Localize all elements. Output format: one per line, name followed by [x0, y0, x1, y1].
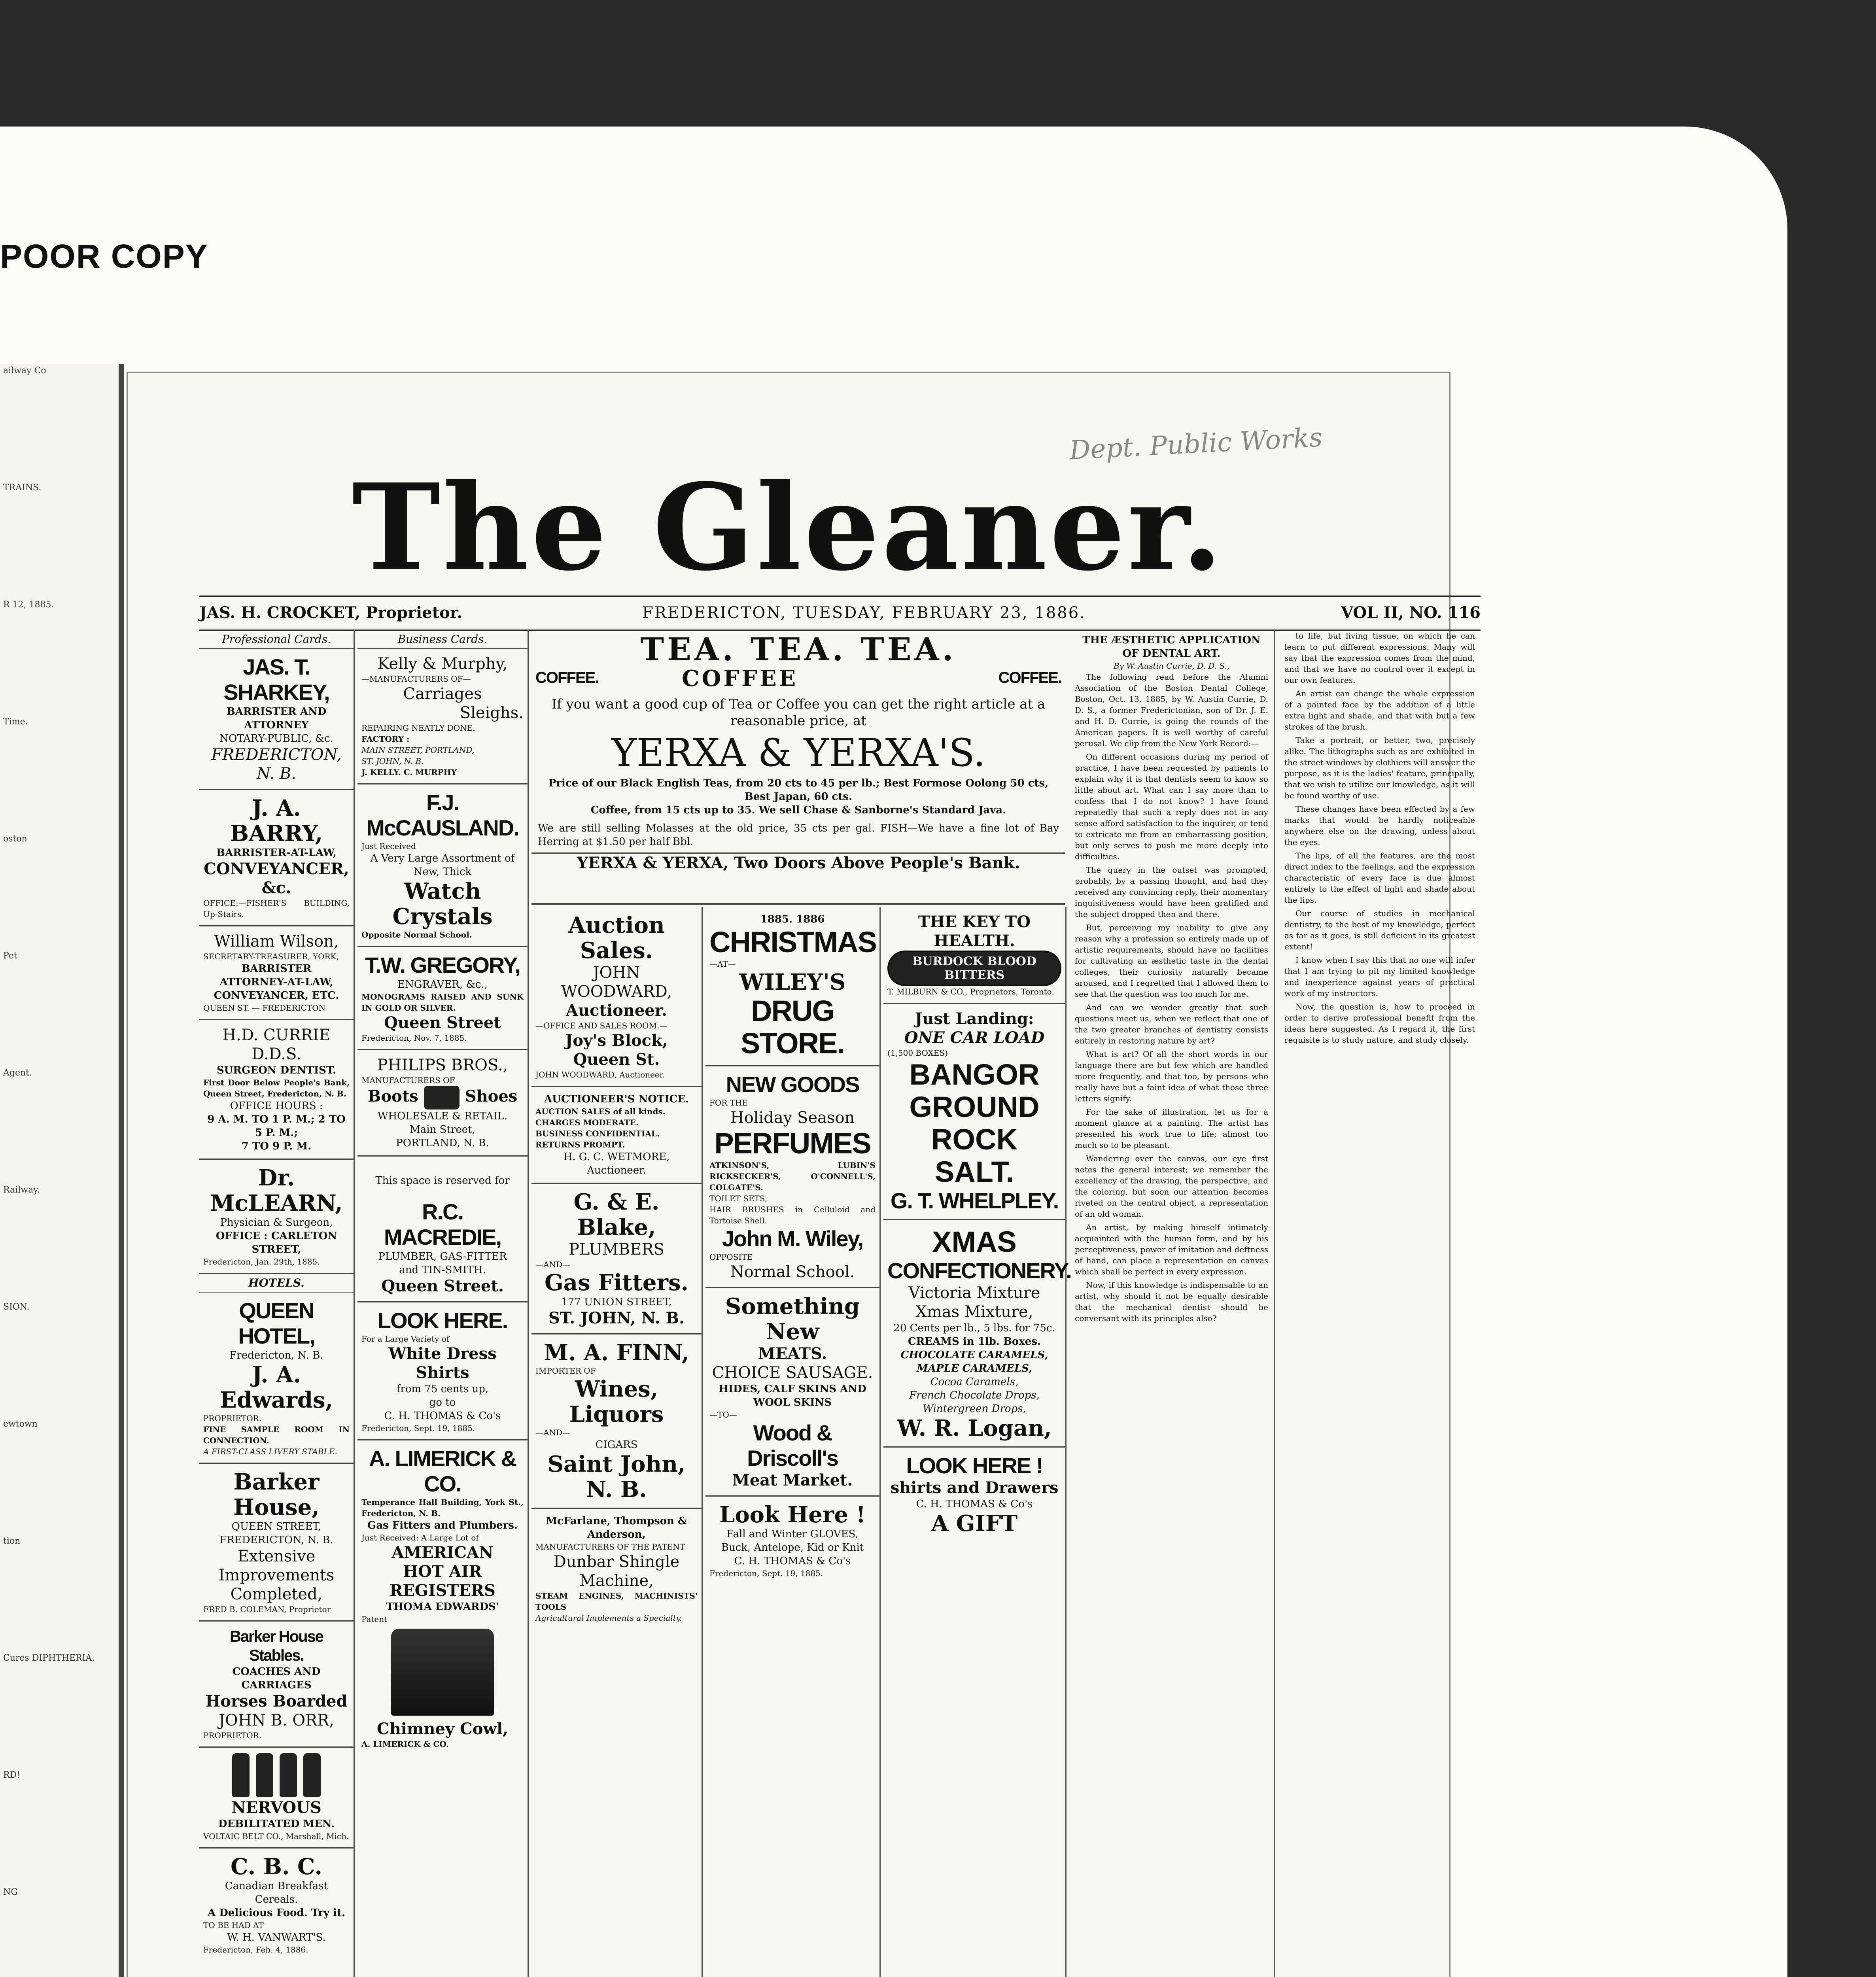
ad-line: CREAMS in 1lb. Boxes. — [908, 1336, 1041, 1348]
ad-line: Saint John, N. B. — [547, 1451, 686, 1503]
ad-line: 177 UNION STREET, — [561, 1296, 672, 1308]
ad-line: Just Landing: — [915, 1009, 1034, 1028]
ad-limerick — [357, 1440, 528, 1755]
article-paragraph: Our course of studies in mechanical dentistry, to the best of my knowledge, perfect as far as it goes, is still deficient in its greatest extent! — [1284, 909, 1475, 951]
ad-line: First Door Below People's Bank, Queen Street, Fredericton, N. B. — [203, 1078, 350, 1098]
ad-name: NEW GOODS — [726, 1072, 859, 1097]
handwritten-note: Dept. Public Works — [1068, 422, 1324, 466]
ad-line: —OFFICE AND SALES ROOM.— — [535, 1021, 668, 1030]
ad-name: Barker House, — [233, 1469, 320, 1520]
yerxa-coffee-left: COFFEE. — [535, 669, 599, 686]
ad-name: JAS. T. SHARKEY, — [223, 654, 329, 705]
column-wiley — [705, 907, 881, 1977]
ad-queen-hotel — [199, 1293, 354, 1464]
ad-name: XMAS — [932, 1225, 1017, 1258]
volume-number: VOL II, NO. 116 — [1341, 603, 1481, 622]
ad-line: Fredericton, Feb. 4, 1886. — [203, 1945, 308, 1954]
ad-line: Joy's Block, Queen St. — [565, 1031, 668, 1069]
ad-line: —AND— — [535, 1428, 570, 1437]
ad-kelly-murphy — [357, 649, 528, 784]
ad-line: New, Thick — [413, 866, 472, 878]
ad-line: 9 A. M. TO 1 P. M.; 2 TO 5 P. M.; — [207, 1113, 346, 1139]
ad-line: go to — [429, 1397, 456, 1408]
ad-gregory — [357, 947, 528, 1050]
ad-line: JOHN WOODWARD, Auctioneer. — [535, 1070, 665, 1079]
ad-burdock — [883, 907, 1065, 1004]
poor-copy-banner: POOR COPY — [0, 238, 208, 275]
ad-line: THOMA EDWARDS' — [386, 1601, 499, 1613]
ad-line: PLUMBERS — [568, 1240, 665, 1259]
ad-name: CHRISTMAS — [709, 926, 876, 958]
column-header: Business Cards. — [357, 630, 528, 649]
ad-name: T.W. GREGORY, — [365, 953, 520, 977]
ad-name: M. A. FINN, — [544, 1340, 689, 1366]
ad-wilson — [199, 926, 354, 1020]
ad-currie — [199, 1020, 354, 1160]
yerxa-footer: YERXA & YERXA, Two Doors Above People's Bank. — [531, 852, 1065, 873]
ad-line: Fredericton, Sept. 19, 1885. — [709, 1569, 823, 1578]
previous-page-line: NG — [3, 1887, 18, 1897]
ad-line: OFFICE:—FISHER'S BUILDING, Up-Stairs. — [203, 898, 350, 919]
ad-woodward — [531, 907, 702, 1087]
article-body-continued — [1284, 630, 1475, 1045]
chimney-cowl-image — [391, 1629, 494, 1716]
ad-line: CHOCOLATE CARAMELS, — [900, 1349, 1048, 1361]
ad-line: OFFICE HOURS : — [230, 1100, 323, 1112]
ad-name: LOOK HERE. — [377, 1308, 508, 1333]
ad-name: THE KEY TO HEALTH. — [918, 913, 1031, 950]
column-business-cards — [357, 630, 529, 1977]
ad-line: STEAM ENGINES, MACHINISTS' TOOLS — [535, 1591, 698, 1612]
previous-page-line: RD! — [3, 1770, 21, 1780]
ad-line: and TIN-SMITH. — [399, 1264, 486, 1276]
ad-line: Just Received: A Large Lot of — [361, 1533, 479, 1542]
ad-line: RETURNS PROMPT. — [535, 1140, 625, 1149]
article-paragraph: An artist can change the whole expression of a painted face by the addition of a little extra light and shade, and that with but a few strokes of the brush. — [1284, 689, 1475, 731]
ad-barry — [199, 790, 354, 926]
previous-page-line: Agent. — [3, 1068, 32, 1078]
ad-wiley-perfumes — [705, 1066, 879, 1288]
ad-line: CONFECTIONERY. — [887, 1258, 1071, 1283]
article-paragraph: And can we wonder greatly that such questions meet us, when we reflect that one of the two greater branches of dentistry consists entirely in restoring nature by art? — [1075, 1003, 1268, 1045]
ad-line: Completed, — [230, 1585, 323, 1603]
ad-line: T. MILBURN & CO., Proprietors, Toronto. — [887, 987, 1054, 996]
yerxa-lead: If you want a good cup of Tea or Coffee you can get the right article at a reasonable price, at — [551, 696, 1046, 729]
ad-name: F.J. McCAUSLAND. — [366, 790, 519, 840]
article-paragraph: For the sake of illustration, let us for a moment glance at a painting. The artist has presented his work true to life; almost too much so to be pleasant. — [1075, 1107, 1268, 1150]
ad-line: ONE CAR LOAD — [904, 1028, 1045, 1047]
column-professional-cards — [199, 630, 355, 1977]
ad-line: FREDERICTON, N. B. — [211, 746, 342, 783]
ad-line: For a Large Variety of — [361, 1334, 450, 1344]
ad-line: Wintergreen Drops, — [923, 1403, 1026, 1415]
ad-line: PROPRIETOR. — [203, 1414, 262, 1423]
ad-barker-house — [199, 1464, 354, 1622]
article-body — [1075, 671, 1268, 1324]
article-paragraph: to life, but living tissue, on which he can learn to put different expressions. Many will say that the expression comes from the mind, and that we have no control over it except in our own features. — [1284, 631, 1475, 685]
article-paragraph: The lips, of all the features, are the most direct index to the feelings, and the expression characteristic of every face is due almost entirely to the effect of light and shade about the lips. — [1284, 851, 1475, 905]
ad-line: MAIN STREET, PORTLAND, — [361, 745, 475, 755]
ad-line: IMPORTER OF — [535, 1366, 596, 1376]
ad-line: MONOGRAMS RAISED AND SUNK IN GOLD OR SILVER. — [361, 992, 524, 1013]
ad-line: Fredericton, Jan. 29th, 1885. — [203, 1257, 320, 1266]
column-dental-article-continued — [1279, 630, 1481, 1977]
ad-line: FRED B. COLEMAN, Proprietor — [203, 1605, 331, 1614]
ad-line: BARRISTER-AT-LAW, — [216, 847, 337, 859]
ad-line: A. LIMERICK & CO. — [361, 1739, 449, 1749]
ad-line: FACTORY : — [361, 734, 410, 744]
previous-page-line: Pet — [3, 951, 17, 961]
ad-line: FREDERICTON, N. B. — [219, 1534, 333, 1546]
ad-line: ST. JOHN, N. B. — [361, 756, 424, 766]
ad-mclearn — [199, 1160, 354, 1274]
ad-line: OFFICE : CARLETON STREET, — [216, 1230, 337, 1255]
ad-cbc — [199, 1848, 354, 1961]
ad-line: W. R. Logan, — [897, 1415, 1052, 1441]
ad-line: French Chocolate Drops, — [909, 1389, 1040, 1401]
ad-macredie — [357, 1157, 528, 1302]
ad-line: WILEY'S — [739, 969, 846, 995]
ad-line: from 75 cents up, — [396, 1383, 489, 1395]
ad-line: Extensive Improvements — [218, 1547, 335, 1584]
ad-nervous — [199, 1748, 354, 1848]
ad-line: HAIR BRUSHES in Celluloid and Tortoise Shell. — [709, 1205, 876, 1225]
ad-wetmore — [531, 1087, 702, 1184]
ad-line: Main Street, — [410, 1124, 475, 1136]
ad-line: Dunbar Shingle Machine, — [553, 1553, 680, 1590]
ad-line: Fredericton, Nov. 7, 1885. — [361, 1033, 467, 1043]
ad-line: BUSINESS CONFIDENTIAL. — [535, 1129, 660, 1138]
ad-line: —TO— — [709, 1410, 737, 1419]
ad-line: PERFUMES — [714, 1127, 871, 1160]
ad-line: QUEEN ST. — FREDERICTON — [203, 1003, 326, 1013]
ad-line: Meat Market. — [732, 1471, 853, 1489]
ad-line: (1,500 BOXES) — [887, 1048, 948, 1058]
ad-name: PHILIPS BROS., — [377, 1056, 508, 1074]
ad-yerxa — [531, 630, 1065, 905]
hand-pointer-icon — [424, 1086, 460, 1109]
ad-barker-stables — [199, 1622, 354, 1748]
ad-line: A GIFT — [931, 1510, 1018, 1537]
ad-line: FINE SAMPLE ROOM IN CONNECTION. — [203, 1425, 350, 1445]
article-paragraph: The query in the outset was prompted, probably, by a passing thought, and had they received any convincing reply, their momentary inquisitiveness would have been gratified and the subject dropped then and there. — [1075, 865, 1268, 919]
ad-philips — [357, 1050, 528, 1157]
ad-line: MANUFACTURERS OF — [361, 1075, 455, 1085]
yerxa-coffee-right: COFFEE. — [998, 669, 1061, 686]
ad-line: Normal School. — [730, 1263, 855, 1281]
ad-name: C. B. C. — [231, 1854, 322, 1880]
ad-line: Agricultural Implements a Specialty. — [535, 1613, 682, 1623]
ad-line: WHOLESALE & RETAIL. — [377, 1110, 508, 1122]
ad-mcfarlane — [531, 1509, 702, 1629]
ad-line: Fredericton, N. B. — [229, 1350, 323, 1361]
dateline — [199, 595, 1481, 631]
article-title: THE ÆSTHETIC APPLICATION OF DENTAL ART. — [1082, 634, 1261, 660]
ad-line: CONVEYANCER, &c. — [204, 860, 349, 897]
ad-line: C. H. THOMAS & Co's — [734, 1555, 851, 1567]
ad-logan-xmas — [883, 1220, 1071, 1448]
previous-page-lines — [0, 364, 119, 1977]
ad-line: ATTORNEY-AT-LAW, — [219, 976, 333, 988]
ad-line: A FIRST-CLASS LIVERY STABLE. — [203, 1447, 337, 1456]
ad-line: J. A. Edwards, — [219, 1362, 333, 1413]
column-dental-article — [1069, 630, 1275, 1977]
ad-name: J. A. BARRY, — [230, 795, 323, 847]
ad-name: QUEEN HOTEL, — [238, 1298, 315, 1348]
ad-line: —AT— — [709, 959, 736, 969]
ad-line: Shoes — [465, 1087, 518, 1106]
ad-line: John M. Wiley, — [722, 1226, 863, 1251]
ad-line: —MANUFACTURERS OF— — [361, 674, 471, 684]
ad-bangor-salt — [883, 1004, 1065, 1220]
ad-finn — [531, 1334, 702, 1509]
ad-line: JOHN B. ORR, — [219, 1711, 334, 1729]
yerxa-tea: TEA. TEA. TEA. — [640, 631, 957, 668]
article-paragraph: Take a portrait, or better, two, precisely alike. The lithographs such as are exhibited in the street-windows by clothiers will answer the purpose, as it is the ladies' feature, principally, that we wish to utilize our knowledge, as it will be found worthy of use. — [1284, 735, 1475, 800]
yerxa-prices: Coffee, from 15 cts up to 35. We sell Chase & Sanborne's Standard Java. — [590, 804, 1006, 816]
ad-line: Opposite Normal School. — [361, 930, 472, 939]
ad-line: Victoria Mixture — [908, 1284, 1040, 1302]
ad-sharkey — [199, 649, 354, 790]
ad-wiley-christmas — [705, 907, 879, 1066]
ad-line: TO BE HAD AT — [203, 1920, 264, 1930]
ad-name: BANGOR — [909, 1058, 1040, 1091]
ad-line: PROPRIETOR. — [203, 1731, 262, 1740]
place-date: FREDERICTON, TUESDAY, FEBRUARY 23, 1886. — [642, 604, 1086, 622]
ad-line: CONVEYANCER, ETC. — [214, 990, 339, 1002]
ad-line: REPAIRING NEATLY DONE. — [361, 723, 475, 733]
previous-page-line: R 12, 1885. — [3, 600, 54, 610]
ad-line: CIGARS — [595, 1439, 638, 1451]
ad-line: QUEEN STREET, — [231, 1521, 321, 1533]
ad-line: Wood & Driscoll's — [747, 1420, 838, 1470]
ad-name: LOOK HERE ! — [906, 1453, 1043, 1478]
ad-line: White Dress Shirts — [388, 1344, 497, 1382]
article-byline: By W. Austin Currie, D. D. S., — [1113, 661, 1230, 671]
article-paragraph: Wandering over the canvas, our eye first notes the general interest; we remember the excellency of the drawing, the perspective, and the coloring, but soon our attention becomes riveted on the central object, a representation of an old woman. — [1075, 1154, 1268, 1219]
ad-line: PORTLAND, N. B. — [396, 1137, 489, 1149]
ad-line: TOILET SETS, — [709, 1194, 768, 1203]
yerxa-molasses: We are still selling Molasses at the old price, 35 cts per gal. FISH—We have a fine lot of Bay Herring at $1.50 per half Bbl. — [538, 822, 1059, 848]
ad-line: Xmas Mixture, — [915, 1303, 1033, 1321]
previous-page-line: ewtown — [3, 1419, 38, 1429]
yerxa-prices: Price of our Black English Teas, from 20 cts to 45 per lb.; Best Formose Oolong 50 cts, Best Japan, 60 cts. — [548, 777, 1049, 803]
proprietor: JAS. H. CROCKET, Proprietor. — [199, 603, 463, 622]
ad-line: SURGEON DENTIST. — [216, 1064, 336, 1076]
ad-line: W. H. VANWART'S. — [227, 1932, 326, 1943]
article-paragraph: These changes have been effected by a few marks that would be hardly noticeable anywhere else on the drawing, unless about the eyes. — [1284, 804, 1475, 847]
article-paragraph: Now, if this knowledge is indispensable to an artist, why should it not be equally desirable that the mechanical dentist should be conversant with its principles also? — [1075, 1280, 1268, 1323]
ad-line: Fredericton, Sept. 19, 1885. — [361, 1423, 475, 1433]
ad-blake — [531, 1184, 702, 1334]
ad-line: MEATS. — [758, 1344, 827, 1363]
ad-line: C. H. THOMAS & Co's — [916, 1498, 1033, 1510]
ad-name: Kelly & Murphy, — [377, 655, 508, 673]
ad-line: —AND— — [535, 1260, 570, 1269]
ad-name: Barker House Stables. — [229, 1628, 323, 1664]
previous-page-line: Cures DIPHTHERIA. — [3, 1653, 95, 1663]
ad-line: SECRETARY-TREASURER, YORK, — [203, 952, 339, 961]
ad-line: ST. JOHN, N. B. — [548, 1309, 685, 1327]
ad-name: R.C. MACREDIE, — [384, 1199, 501, 1249]
ad-line: Temperance Hall Building, York St., Fredericton, N. B. — [361, 1497, 524, 1518]
ad-line: Watch Crystals — [392, 878, 493, 930]
article-paragraph: I know when I say this that no one will infer that I am trying to pit my limited knowledge and inexperience against years of practical work of my instructors. — [1284, 955, 1475, 998]
masthead-title: The Gleaner. — [352, 457, 1225, 597]
article-paragraph: An artist, by making himself intimately acquainted with the human form, and by his perceptiveness, power of imitation and deftness of hand, can place a representation on canvas which shall be perfect in every expression. — [1075, 1223, 1268, 1276]
ad-line: G. T. WHELPLEY. — [890, 1188, 1059, 1213]
ad-line: AUCTION SALES of all kinds. — [535, 1107, 666, 1116]
ad-line: PLUMBER, GAS-FITTER — [378, 1251, 507, 1263]
previous-page-edge — [0, 364, 124, 1977]
ad-line: A Delicious Food. Try it. — [208, 1907, 345, 1919]
ad-line: Buck, Antelope, Kid or Knit — [721, 1542, 864, 1554]
ad-name: AUCTIONEER'S NOTICE. — [544, 1093, 689, 1105]
ad-line: Gas Fitters and Plumbers. — [367, 1520, 518, 1531]
previous-page-line: SION. — [3, 1302, 30, 1312]
ad-line: Auctioneer. — [565, 1001, 668, 1020]
ad-line: JOHN WOODWARD, — [561, 964, 672, 1001]
ad-look-here-gloves — [705, 1497, 879, 1584]
column-burdock — [883, 907, 1071, 1977]
ad-line: MAPLE CARAMELS, — [916, 1363, 1033, 1374]
ad-line: FOR THE — [709, 1098, 748, 1108]
ad-line: Queen Street. — [381, 1277, 504, 1295]
ad-look-here-shirts — [357, 1302, 528, 1440]
ad-line: HIDES, CALF SKINS AND WOOL SKINS — [719, 1383, 866, 1408]
ad-line: Horses Boarded — [205, 1692, 348, 1711]
ad-line: GROUND — [909, 1091, 1040, 1123]
ad-line: C. H. THOMAS & Co's — [384, 1410, 501, 1422]
yerxa-name: YERXA & YERXA'S. — [611, 731, 985, 775]
ad-name: H.D. CURRIE D.D.S. — [222, 1026, 331, 1063]
article-paragraph: The following read before the Alumni Association of the Boston Dental College, Boston, Oct. 13, 1885, by W. Austin Currie, D. D. S., a former Frederictonian, son of Dr. J. E. and H. D. Currie, is going the rounds of the American papers. It is well worthy of careful perusal. We clip from the New York Record:— — [1075, 672, 1268, 748]
ad-line: BARRISTER — [241, 963, 312, 975]
bottles-image — [203, 1753, 350, 1798]
ad-line: ROCK — [931, 1123, 1017, 1156]
ad-line: ATKINSON'S, LUBIN'S RICKSECKER'S, O'CONNELL'S, COLGATE'S. — [709, 1160, 876, 1192]
ad-line: Wines, Liquors — [569, 1376, 664, 1427]
previous-page-line: oston — [3, 834, 27, 844]
previous-page-line: tion — [3, 1536, 21, 1546]
ad-mccausland — [357, 784, 528, 947]
ad-line: Just Received — [361, 841, 416, 851]
previous-page-line: Railway. — [3, 1185, 40, 1195]
ad-name: NERVOUS — [231, 1798, 321, 1817]
ad-line: H. G. C. WETMORE, Auctioneer. — [563, 1151, 670, 1176]
ad-line: 7 TO 9 P. M. — [241, 1140, 312, 1152]
ad-line: Sleighs. — [460, 704, 524, 722]
ad-line: SALT. — [934, 1155, 1014, 1188]
ad-line: OPPOSITE — [709, 1252, 753, 1262]
ad-line: CHOICE SAUSAGE. — [712, 1364, 873, 1382]
ad-line: NOTARY-PUBLIC, &c. — [219, 733, 333, 745]
ad-wood-driscoll — [705, 1288, 879, 1497]
ad-line: VOLTAIC BELT CO., Marshall, Mich. — [203, 1831, 349, 1841]
article-paragraph: On different occasions during my period of practice, I have been requested by patients to explain why it is that dentists seem to know so little about art. What can I say more than to confess that I do not know? I have found repeatedly that such a reply does not in any sense afford satisfaction to the inquirer, or tend to extricate me from an embarrassing position, but only serves to push me more deeply into difficulties. — [1075, 752, 1268, 861]
article-paragraph: Now, the question is, how to proceed in order to derive professional benefit from the ideas here suggested. As I regard it, the first requisite is to study nature, and study closely. — [1284, 1002, 1475, 1045]
ad-name: Something New — [725, 1293, 860, 1345]
ad-line: Cocoa Caramels, — [930, 1376, 1019, 1388]
ad-line: This space is reserved for — [375, 1175, 510, 1187]
ad-line: DEBILITATED MEN. — [218, 1818, 335, 1830]
ad-line: Carriages — [403, 685, 482, 703]
ad-line: A Very Large Assortment of — [370, 852, 515, 864]
previous-page-line: TRAINS. — [3, 483, 42, 493]
ad-line: Chimney Cowl, — [376, 1720, 509, 1738]
ad-line: COACHES AND CARRIAGES — [232, 1666, 321, 1691]
ad-line: Holiday Season — [730, 1109, 855, 1127]
hotels-header: HOTELS. — [199, 1274, 354, 1293]
ad-line: MANUFACTURERS OF THE PATENT — [535, 1542, 685, 1552]
ad-line: Canadian Breakfast Cereals. — [225, 1880, 328, 1905]
ad-line: Queen Street — [384, 1013, 501, 1032]
burdock-key-logo: BURDOCK BLOOD BITTERS — [887, 951, 1061, 986]
ad-line: DRUG STORE. — [740, 994, 845, 1060]
ad-name: Dr. McLEARN, — [210, 1165, 343, 1216]
ad-line: CHARGES MODERATE. — [535, 1118, 639, 1127]
ad-line: Patent — [361, 1614, 388, 1624]
ad-line: 20 Cents per lb., 5 lbs. for 75c. — [893, 1322, 1055, 1334]
ad-line: AMERICAN — [391, 1543, 494, 1562]
ad-line: HOT AIR REGISTERS — [390, 1562, 495, 1600]
ad-line: Physician & Surgeon, — [220, 1217, 333, 1229]
ad-name: McFarlane, Thompson & Anderson, — [546, 1515, 687, 1540]
column-auction — [531, 907, 703, 1977]
newspaper-page — [127, 372, 1481, 1977]
article-paragraph: What is art? Of all the short words in our language there are but few which are handled more frequently, and that too, by persons who really have but a faint idea of what those three letters signify. — [1075, 1049, 1268, 1103]
ad-line: BARRISTER AND ATTORNEY — [226, 706, 327, 731]
ad-line: Boots — [367, 1087, 418, 1106]
article-paragraph: But, perceiving my inability to give any reason why a profession so entirely made up of artistic requirements, should have no facilities for cultivating an æsthetic taste in the dental colleges, their curiosity naturally became aroused, and I regretted that I allowed them to see that the question was too much for me. — [1075, 923, 1268, 999]
ad-name: G. & E. Blake, — [573, 1189, 660, 1240]
ad-line: J. KELLY. C. MURPHY — [361, 767, 457, 777]
ad-line: 1885. 1886 — [760, 913, 825, 925]
ad-line: shirts and Drawers — [890, 1478, 1059, 1497]
ad-name: William Wilson, — [214, 932, 339, 951]
ad-name: Auction Sales. — [568, 912, 665, 964]
ad-shirts-drawers — [883, 1448, 1065, 1542]
previous-page-line: Time. — [3, 717, 28, 727]
column-header: Professional Cards. — [199, 630, 354, 649]
ad-line: Fall and Winter GLOVES, — [726, 1528, 859, 1540]
ad-name: Look Here ! — [719, 1502, 866, 1528]
yerxa-coffee-center: COFFEE — [682, 665, 798, 692]
ad-line: ENGRAVER, &c., — [397, 979, 488, 990]
previous-page-line: ailway Co — [3, 366, 46, 376]
ad-name: A. LIMERICK & CO. — [369, 1446, 516, 1496]
ad-line: Gas Fitters. — [544, 1270, 689, 1296]
